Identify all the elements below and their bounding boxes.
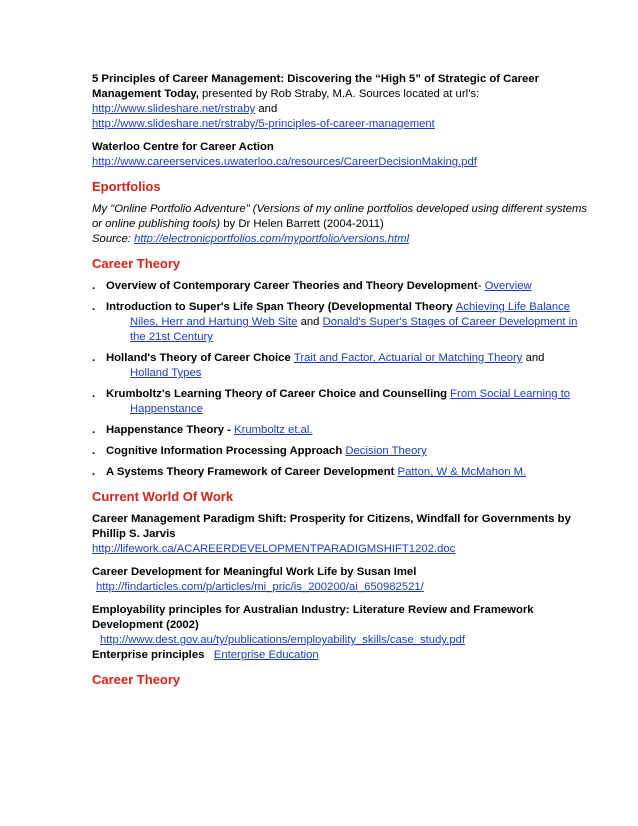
enterprise-education-link[interactable]: Enterprise Education [213, 649, 319, 661]
eportfolios-reference [92, 202, 592, 247]
happenstance-link[interactable]: Happenstance [130, 403, 203, 415]
bullet: . [92, 280, 96, 292]
list-item [92, 351, 592, 381]
theory-title: Krumboltz's Learning Theory of Career Choice and Counselling [106, 388, 451, 400]
imel-title: Career Development for Meaningful Work Life by Susan Imel [92, 566, 417, 578]
eportfolios-heading: Eportfolios [92, 179, 161, 194]
bullet: . [92, 466, 96, 478]
trait-and-factor-link[interactable]: Trait and Factor, Actuarial or Matching Theory [293, 352, 523, 364]
bullet: . [92, 352, 96, 364]
list-item [92, 423, 592, 438]
list-item [92, 444, 592, 459]
separator: - [477, 280, 485, 292]
list-item [92, 300, 592, 345]
list-item [92, 279, 592, 294]
achieving-life-balance-link[interactable]: Achieving Life Balance [455, 301, 571, 313]
barrett-author: by Dr Helen Barrett (2004-2011) [220, 218, 384, 230]
patton-mcmahon-link[interactable]: Patton, W & McMahon M. [397, 466, 527, 478]
straby-link-2[interactable]: http://www.slideshare.net/rstraby/5-principles-of-career-management [92, 118, 435, 130]
bullet: . [92, 301, 96, 313]
career-theory-heading: Career Theory [92, 256, 181, 271]
waterloo-reference [92, 140, 592, 170]
career-theory-heading-2: Career Theory [92, 672, 181, 687]
straby-description: presented by Rob Straby, M.A. Sources located at url’s: [198, 88, 480, 100]
straby-link-1[interactable]: http://www.slideshare.net/rstraby [92, 103, 256, 115]
jarvis-title: Career Management Paradigm Shift: Prosperity for Citizens, Windfall for Governments by Phillip S. Jarvis [92, 513, 571, 540]
bullet: . [92, 445, 96, 457]
dest-link[interactable]: http://www.dest.gov.au/ty/publications/employability_skills/case_study.pdf [100, 634, 466, 646]
document-page [92, 72, 592, 695]
dest-title: Employability principles for Australian Industry: Literature Review and Framework Development (2002) [92, 604, 534, 631]
career-theory-list [92, 279, 592, 480]
imel-link[interactable]: http://findarticles.com/p/articles/mi_pric/is_200200/ai_650982521/ [96, 581, 424, 593]
current-world-heading: Current World Of Work [92, 489, 234, 504]
imel-reference [92, 565, 592, 595]
straby-title: 5 Principles of Career Management: Discovering the “High 5” of Strategic of Career Management Today, [92, 73, 539, 100]
and-text: and [522, 352, 545, 364]
dest-reference [92, 603, 592, 663]
enterprise-label: Enterprise principles [92, 649, 205, 661]
bullet: . [92, 424, 96, 436]
straby-reference [92, 72, 592, 132]
and-text: and [297, 316, 323, 328]
list-item [92, 465, 592, 480]
krumboltz-link[interactable]: Krumboltz et.al. [234, 424, 313, 436]
theory-title: Holland's Theory of Career Choice [106, 352, 294, 364]
overview-link[interactable]: Overview [484, 280, 532, 292]
theory-title: Introduction to Super's Life Span Theory (Developmental Theory [106, 301, 456, 313]
social-learning-link[interactable]: From Social Learning to [450, 388, 571, 400]
theory-title: Happenstance Theory - [106, 424, 235, 436]
theory-title: Cognitive Information Processing Approach [106, 445, 346, 457]
list-item [92, 387, 592, 417]
waterloo-link[interactable]: http://www.careerservices.uwaterloo.ca/resources/CareerDecisionMaking.pdf [92, 156, 477, 168]
straby-and: and [255, 103, 278, 115]
jarvis-reference [92, 512, 592, 557]
super-stages-link[interactable]: Donald's Super's Stages of Career Development in the 21st Century [130, 316, 578, 343]
holland-types-link[interactable]: Holland Types [130, 367, 202, 379]
barrett-source-link[interactable]: http://electronicportfolios.com/myportfolio/versions.html [134, 233, 410, 245]
theory-title: A Systems Theory Framework of Career Development [106, 466, 398, 478]
niles-herr-hartung-link[interactable]: Niles, Herr and Hartung Web Site [130, 316, 298, 328]
barrett-title: My "Online Portfolio Adventure" (Versions of my online portfolios developed using different systems or online publishing tools) [92, 203, 588, 230]
theory-title: Overview of Contemporary Career Theories and Theory Development [106, 280, 478, 292]
decision-theory-link[interactable]: Decision Theory [345, 445, 427, 457]
bullet: . [92, 388, 96, 400]
jarvis-link[interactable]: http://lifework.ca/ACAREERDEVELOPMENTPARADIGMSHIFT1202.doc [92, 543, 456, 555]
source-label: Source: [92, 233, 135, 245]
waterloo-title: Waterloo Centre for Career Action [92, 141, 274, 153]
